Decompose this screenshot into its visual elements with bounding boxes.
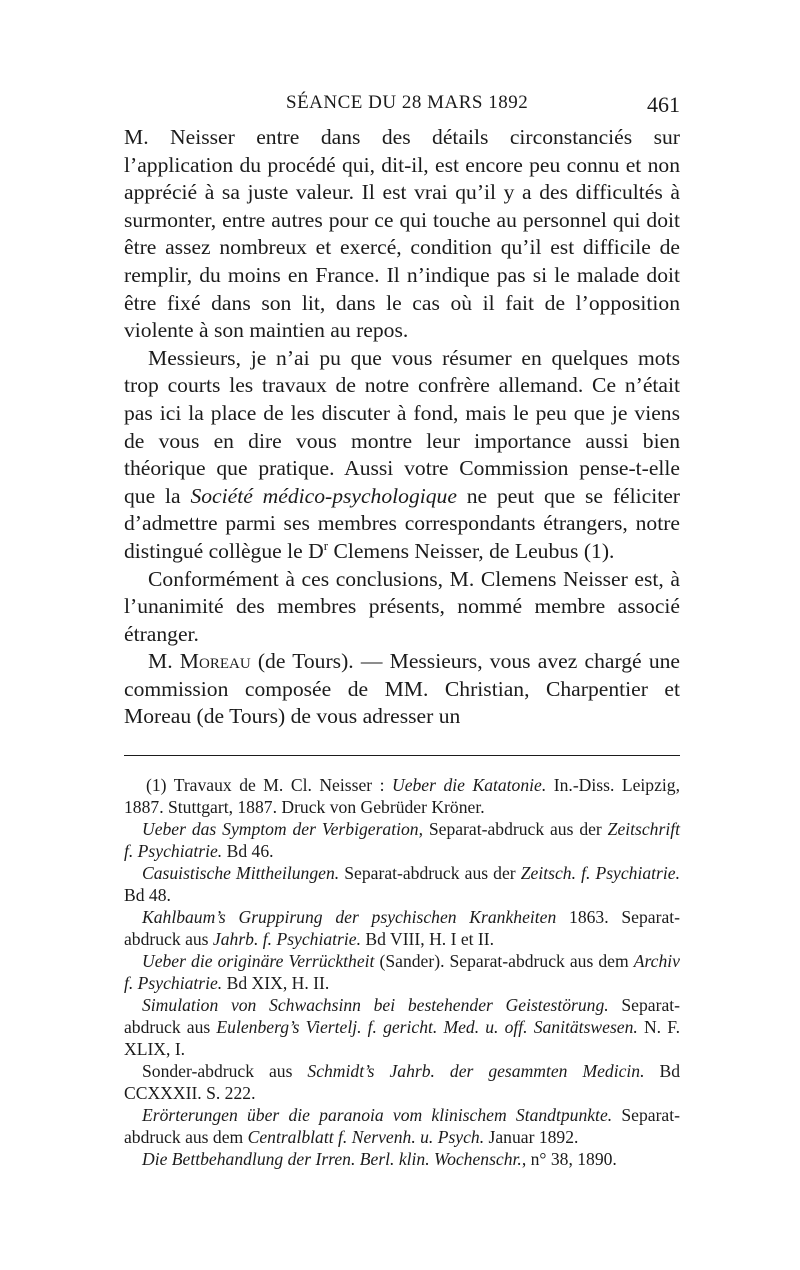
- running-title: SÉANCE DU 28 MARS 1892: [286, 92, 529, 113]
- footnote-5-text-c: Bd XIX, H. II.: [222, 973, 330, 994]
- paragraph-4-speaker: M. Moreau: [148, 649, 251, 674]
- footnote-3: [124, 862, 680, 906]
- footnote-3-text-c: Bd 48.: [124, 885, 171, 906]
- footnote-9-text-b: , n° 38, 1890.: [521, 1149, 617, 1170]
- page-number: 461: [647, 92, 680, 117]
- footnote-3-text-b: Separat-abdruck aus der: [339, 863, 521, 884]
- footnote-2-text-b: Separat-abdruck aus der: [422, 819, 608, 840]
- footnote-1-title: Ueber die Katatonie.: [392, 775, 547, 796]
- footnote-6-journal: Eulenberg’s Viertelj. f. gericht. Med. u. off. Sanitätswesen.: [216, 1017, 638, 1038]
- footnote-9-title: Die Bettbehandlung der Irren. Berl. klin. Wochenschr.: [142, 1149, 522, 1170]
- footnote-rule: [124, 755, 680, 756]
- footnote-7-text-b: Bd CCXXXII. S. 222.: [124, 1061, 680, 1104]
- footnote-1-text-a: (1) Travaux de M. Cl. Neisser :: [146, 775, 392, 796]
- paragraph-2: [124, 345, 680, 566]
- footnote-4-text-c: Bd VIII, H. I et II.: [360, 929, 495, 950]
- footnote-2-journal: Zeitschrift f. Psychiatrie.: [124, 819, 680, 862]
- footnote-8: [124, 1104, 680, 1148]
- footnote-8-title: Erörterungen über die paranoia vom klinischem Standtpunkte.: [142, 1105, 613, 1126]
- footnote-8-text-b: Separat-abdruck aus dem: [124, 1105, 680, 1148]
- paragraph-1-text: M. Neisser entre dans des détails circonstanciés sur l’application du procédé qui, dit-il, est encore peu connu et non apprécié à sa juste valeur. Il est vrai qu’il y a des difficultés à surmonter, entre autres pour ce qui touche au personnel qui doit être assez nombreux et exercé, condition qu’il est difficile de remplir, du moins en France. Il n’indique pas si le malade doit être fixé dans son lit, dans le cas où il fait de l’opposition violente à son maintien au repos.: [124, 125, 680, 343]
- footnote-3-journal: Zeitsch. f. Psychiatrie.: [520, 863, 680, 884]
- footnote-5: [124, 950, 680, 994]
- footnote-1: [124, 774, 680, 818]
- paragraph-2-society-name: Société médico-psychologique: [190, 483, 457, 508]
- paragraph-4-text: (de Tours). — Messieurs, vous avez chargé une commission composée de MM. Christian, Charpentier et Moreau (de Tours) de vous adresser un: [124, 649, 680, 729]
- footnote-7-journal: Schmidt’s Jahrb. der gesammten Medicin.: [307, 1061, 645, 1082]
- footnote-5-journal: Archiv f. Psychiatrie.: [124, 951, 680, 994]
- footnote-6-title: Simulation von Schwachsinn bei bestehender Geistestörung.: [142, 995, 609, 1016]
- footnote-4-title: Kahlbaum’s Gruppirung der psychischen Krankheiten: [142, 907, 557, 928]
- page: [124, 92, 680, 1170]
- paragraph-3: [124, 566, 680, 649]
- footnote-5-text-b: (Sander). Separat-abdruck aus dem: [374, 951, 634, 972]
- footnote-6-text-c: N. F. XLIX, I.: [124, 1017, 680, 1060]
- footnote-6: [124, 994, 680, 1060]
- paragraph-4: [124, 648, 680, 731]
- footnote-4-journal: Jahrb. f. Psychiatrie.: [212, 929, 361, 950]
- footnote-6-text-b: Separat-abdruck aus: [124, 995, 680, 1038]
- footnote-2-title: Ueber das Symptom der Verbigeration,: [142, 819, 423, 840]
- footnote-2: [124, 818, 680, 862]
- footnote-9: [124, 1148, 680, 1170]
- footnote-1-text-b: In.-Diss. Leipzig, 1887. Stuttgart, 1887. Druck von Gebrüder Kröner.: [124, 775, 680, 818]
- footnote-5-title: Ueber die originäre Verrücktheit: [142, 951, 375, 972]
- footnote-8-text-c: Januar 1892.: [484, 1127, 579, 1148]
- footnote-7: [124, 1060, 680, 1104]
- paragraph-2-text-a: Messieurs, je n’ai pu que vous résumer en quelques mots trop courts les travaux de notre confrère allemand. Ce n’était pas ici la place de les discuter à fond, mais le peu que je viens de vous en dire vous montre leur importance aussi bien théorique que pratique. Aussi votre Commission pense-t-elle que la: [124, 345, 680, 508]
- footnote-4-text-b: 1863. Separat-abdruck aus: [124, 907, 680, 950]
- paragraph-2-text-b: ne peut que se féliciter d’admettre parmi ses membres correspondants étrangers, notre distingué collègue le D: [124, 483, 680, 563]
- footnote-3-title: Casuistische Mittheilungen.: [142, 863, 340, 884]
- footnote-7-text-a: Sonder-abdruck aus: [142, 1061, 308, 1082]
- paragraph-2-text-c: Clemens Neisser, de Leubus (1).: [328, 538, 615, 563]
- paragraph-2-superscript: r: [323, 537, 329, 553]
- paragraph-3-text: Conformément à ces conclusions, M. Clemens Neisser est, à l’unanimité des membres présents, nommé membre associé étranger.: [124, 566, 680, 646]
- footnotes: [124, 774, 680, 1170]
- footnote-8-journal: Centralblatt f. Nervenh. u. Psych.: [247, 1127, 485, 1148]
- paragraph-1: [124, 124, 680, 345]
- running-header: [124, 92, 680, 124]
- footnote-4: [124, 906, 680, 950]
- body-text: [124, 124, 680, 731]
- footnote-2-text-c: Bd 46.: [222, 841, 274, 862]
